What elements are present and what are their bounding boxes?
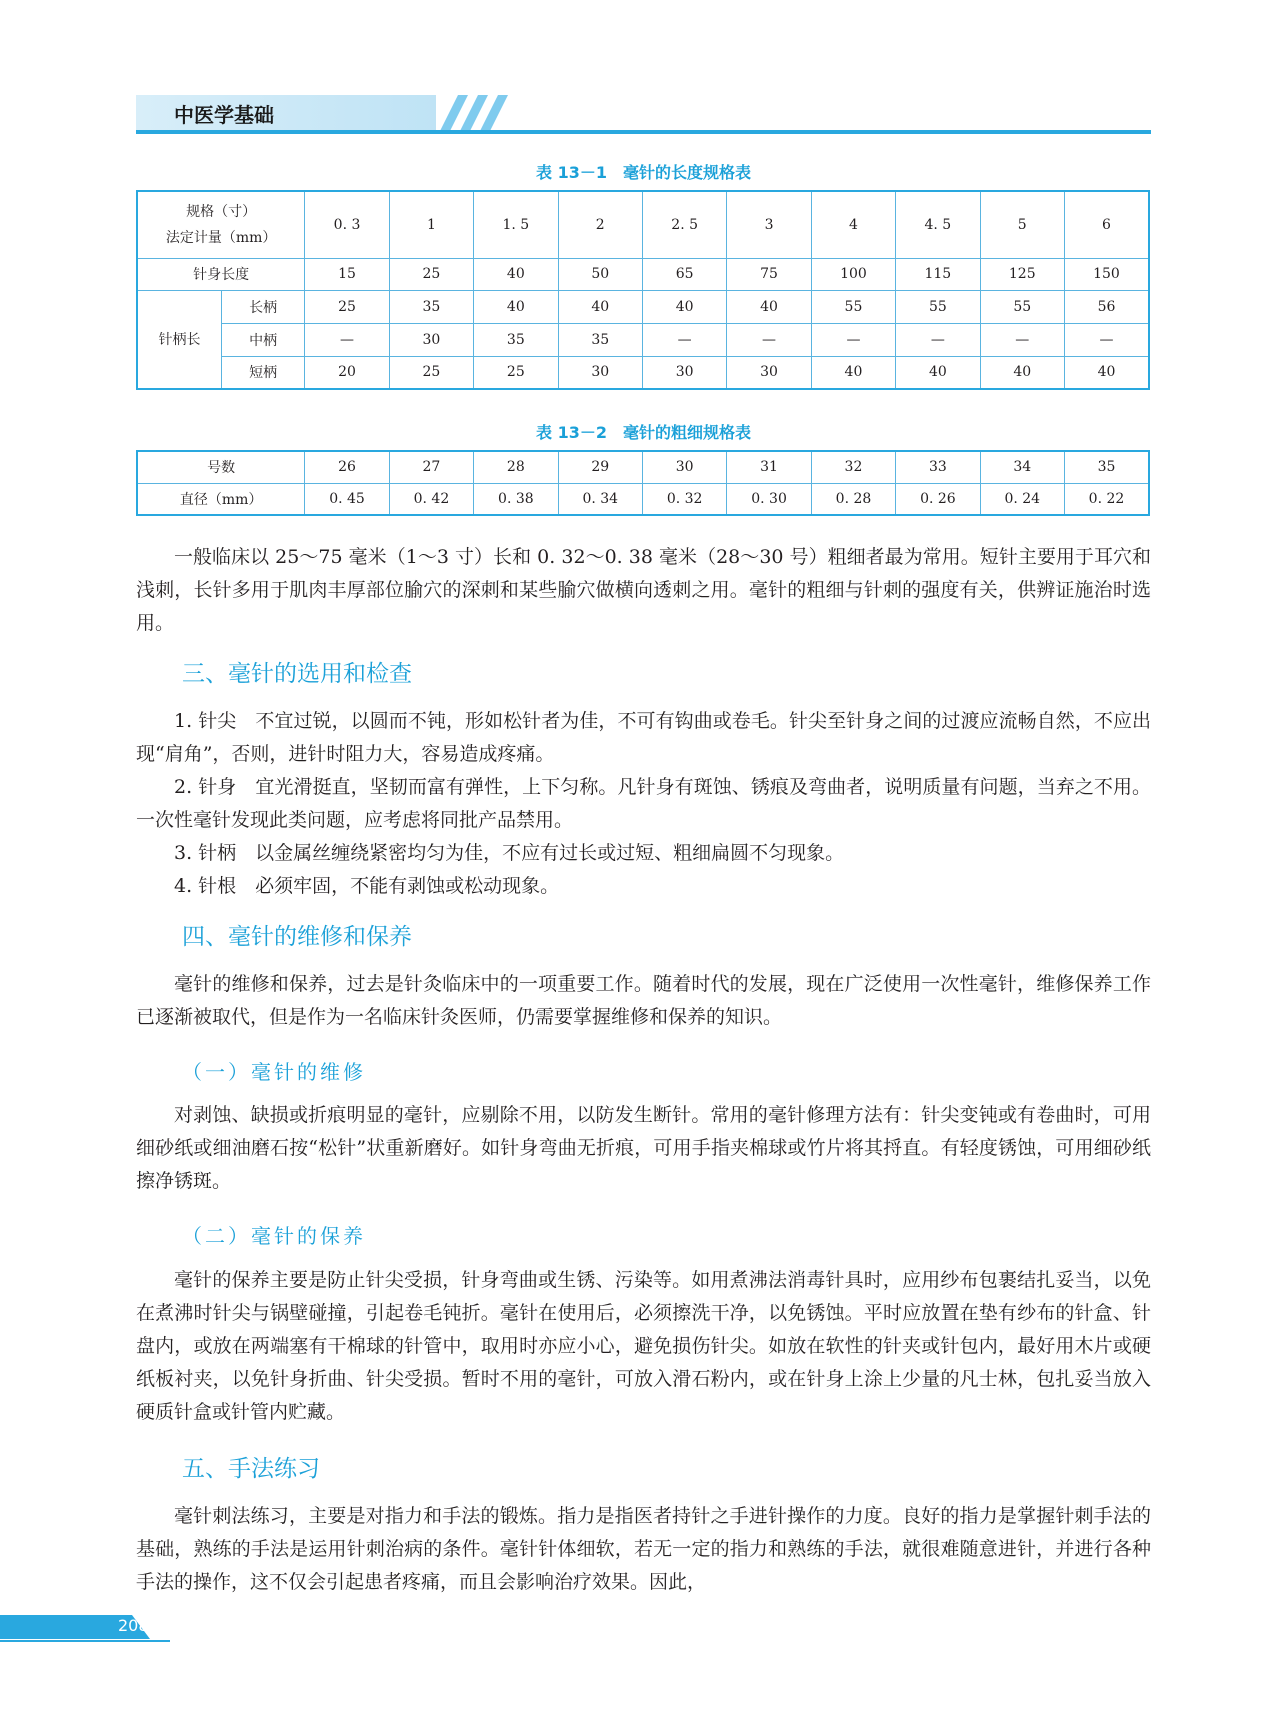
table-cell: 40: [896, 356, 980, 389]
table-cell: 56: [1064, 290, 1149, 323]
section-heading: 五、手法练习: [182, 1456, 320, 1482]
table-cell: 65: [642, 258, 726, 290]
table-cell: 30: [642, 451, 726, 483]
table-row: [137, 290, 1149, 323]
table-cell: 35: [558, 323, 642, 356]
table-cell: —: [305, 323, 389, 356]
table-cell: 35: [389, 290, 473, 323]
table-cell: 40: [474, 258, 558, 290]
section-heading: 四、毫针的维修和保养: [182, 924, 412, 950]
table-row: [137, 483, 1149, 515]
table-cell: 4: [811, 191, 895, 258]
table-row: [137, 356, 1149, 389]
table1-caption: 表 13－1 毫针的长度规格表: [536, 163, 751, 182]
table-cell: 40: [980, 356, 1064, 389]
table-cell: 2: [558, 191, 642, 258]
paragraph: 一般临床以 25～75 毫米（1～3 寸）长和 0. 32～0. 38 毫米（28～30 号）粗细者最为常用。短针主要用于耳穴和浅刺，长针多用于肌肉丰厚部位腧穴的深刺和某些腧穴做横向透刺之用。毫针的粗细与针刺的强度有关，供辨证施治时选用。: [136, 546, 1151, 634]
table-cell: 40: [558, 290, 642, 323]
table-cell: 31: [727, 451, 811, 483]
table-cell: 40: [811, 356, 895, 389]
subsection-heading: （二）毫针的保养: [182, 1224, 366, 1248]
section-heading: 三、毫针的选用和检查: [182, 661, 412, 687]
table-cell: 40: [642, 290, 726, 323]
sub2-body: [136, 1264, 1151, 1429]
table-cell: 29: [558, 451, 642, 483]
spec-label-mm: 法定计量（mm）: [165, 229, 277, 246]
list-item: 1. 针尖 不宜过锐，以圆而不钝，形如松针者为佳，不可有钩曲或卷毛。针尖至针身之间的过渡应流畅自然，不应出现“肩角”，否则，进针时阻力大，容易造成疼痛。: [136, 710, 1151, 765]
table-cell: 1: [389, 191, 473, 258]
row-label: 针身长度: [137, 258, 305, 290]
table-cell: —: [1064, 323, 1149, 356]
table-cell: 6: [1064, 191, 1149, 258]
table-cell: 150: [1064, 258, 1149, 290]
section5-body: [136, 1500, 1151, 1599]
table-cell: 115: [896, 258, 980, 290]
table-row: [137, 451, 1149, 483]
paragraph: 毫针刺法练习，主要是对指力和手法的锻炼。指力是指医者持针之手进针操作的力度。良好的指力是掌握针刺手法的基础，熟练的手法是运用针刺治病的条件。毫针针体细软，若无一定的指力和熟练的手法，就很难随意进针，并进行各种手法的操作，这不仅会引起患者疼痛，而且会影响治疗效果。因此，: [136, 1505, 1151, 1593]
table-cell: 30: [727, 356, 811, 389]
table-cell: 100: [811, 258, 895, 290]
table-cell: 20: [305, 356, 389, 389]
table-cell: 50: [558, 258, 642, 290]
table-cell: 0. 22: [1064, 483, 1149, 515]
table-cell: 25: [389, 356, 473, 389]
section3-body: [136, 705, 1151, 903]
table-cell: —: [896, 323, 980, 356]
table-cell: 34: [980, 451, 1064, 483]
table-cell: 40: [1064, 356, 1149, 389]
subsection-heading: （一）毫针的维修: [182, 1060, 366, 1084]
header-rule: [136, 130, 1151, 134]
list-item: 2. 针身 宜光滑挺直，坚韧而富有弹性，上下匀称。凡针身有斑蚀、锈痕及弯曲者，说明质量有问题，当弃之不用。一次性毫针发现此类问题，应考虑将同批产品禁用。: [136, 776, 1151, 831]
row-label: 长柄: [221, 290, 304, 323]
sub1-body: [136, 1099, 1151, 1198]
list-item: 3. 针柄 以金属丝缠绕紧密均匀为佳，不应有过长或过短、粗细扁圆不匀现象。: [174, 842, 845, 864]
paragraph: 毫针的保养主要是防止针尖受损，针身弯曲或生锈、污染等。如用煮沸法消毒针具时，应用纱布包裹结扎妥当，以免在煮沸时针尖与锅壁碰撞，引起卷毛钝折。毫针在使用后，必须擦洗干净，以免锈蚀。平时应放置在垫有纱布的针盒、针盘内，或放在两端塞有干棉球的针管中，取用时亦应小心，避免损伤针尖。如放在软性的针夹或针包内，最好用木片或硬纸板衬夹，以免针身折曲、针尖受损。暂时不用的毫针，可放入滑石粉内，或在针身上涂上少量的凡士林，包扎妥当放入硬质针盒或针管内贮藏。: [136, 1269, 1151, 1423]
row-label: 短柄: [221, 356, 304, 389]
row-label: 号数: [137, 451, 305, 483]
table-cell: —: [811, 323, 895, 356]
table-cell: 0. 38: [474, 483, 558, 515]
table-cell: 26: [305, 451, 389, 483]
table-cell: 0. 32: [642, 483, 726, 515]
table-cell: 35: [474, 323, 558, 356]
paragraph: 对剥蚀、缺损或折痕明显的毫针，应剔除不用，以防发生断针。常用的毫针修理方法有：针尖变钝或有卷曲时，可用细砂纸或细油磨石按“松针”状重新磨好。如针身弯曲无折痕，可用手指夹棉球或竹片将其捋直。有轻度锈蚀，可用细砂纸擦净锈斑。: [136, 1104, 1151, 1192]
table-cell: 0. 34: [558, 483, 642, 515]
table-cell: 55: [980, 290, 1064, 323]
table-cell: 0. 30: [727, 483, 811, 515]
table-cell: 75: [727, 258, 811, 290]
table-cell: 27: [389, 451, 473, 483]
paragraph: 毫针的维修和保养，过去是针灸临床中的一项重要工作。随着时代的发展，现在广泛使用一次性毫针，维修保养工作已逐渐被取代，但是作为一名临床针灸医师，仍需要掌握维修和保养的知识。: [136, 973, 1151, 1028]
page-footer: [0, 1614, 170, 1642]
spec-label-cun: 规格（寸）: [186, 203, 257, 220]
list-item: 4. 针根 必须牢固，不能有剥蚀或松动现象。: [174, 875, 560, 897]
table-cell: 0. 42: [389, 483, 473, 515]
header-stripes-decoration: [436, 95, 526, 131]
table-cell: 0. 28: [811, 483, 895, 515]
table-cell: 25: [474, 356, 558, 389]
page-number: 208: [118, 1616, 149, 1635]
table-cell: 30: [389, 323, 473, 356]
length-spec-table: [136, 190, 1150, 390]
table-cell: —: [980, 323, 1064, 356]
row-group-label: 针柄长: [137, 290, 221, 389]
table-cell: 0. 3: [305, 191, 389, 258]
table-cell: 3: [727, 191, 811, 258]
table-cell: 4. 5: [896, 191, 980, 258]
table-cell: 2. 5: [642, 191, 726, 258]
spec-header-cell: [137, 191, 305, 258]
table-cell: 35: [1064, 451, 1149, 483]
table-cell: 40: [474, 290, 558, 323]
table-cell: 15: [305, 258, 389, 290]
table2-caption: 表 13－2 毫针的粗细规格表: [536, 423, 751, 442]
table-cell: 0. 26: [896, 483, 980, 515]
table-cell: 25: [305, 290, 389, 323]
table-cell: 0. 45: [305, 483, 389, 515]
book-title: 中医学基础: [174, 103, 274, 127]
table-cell: 30: [558, 356, 642, 389]
table-cell: 5: [980, 191, 1064, 258]
table-cell: 28: [474, 451, 558, 483]
gauge-spec-table: [136, 450, 1150, 516]
table-row: [137, 191, 1149, 258]
intro-paragraph-block: [136, 541, 1151, 640]
table-row: [137, 258, 1149, 290]
row-label: 直径（mm）: [137, 483, 305, 515]
table-cell: 55: [896, 290, 980, 323]
table-cell: 32: [811, 451, 895, 483]
table-cell: 30: [642, 356, 726, 389]
section4-intro: [136, 968, 1151, 1034]
row-label: 中柄: [221, 323, 304, 356]
running-header: [136, 95, 1151, 135]
footer-rule: [0, 1640, 170, 1642]
table-cell: 1. 5: [474, 191, 558, 258]
table-cell: 33: [896, 451, 980, 483]
table-cell: —: [642, 323, 726, 356]
table-cell: 0. 24: [980, 483, 1064, 515]
table-cell: 125: [980, 258, 1064, 290]
table-row: [137, 323, 1149, 356]
table-cell: —: [727, 323, 811, 356]
table-cell: 25: [389, 258, 473, 290]
table-cell: 40: [727, 290, 811, 323]
table-cell: 55: [811, 290, 895, 323]
